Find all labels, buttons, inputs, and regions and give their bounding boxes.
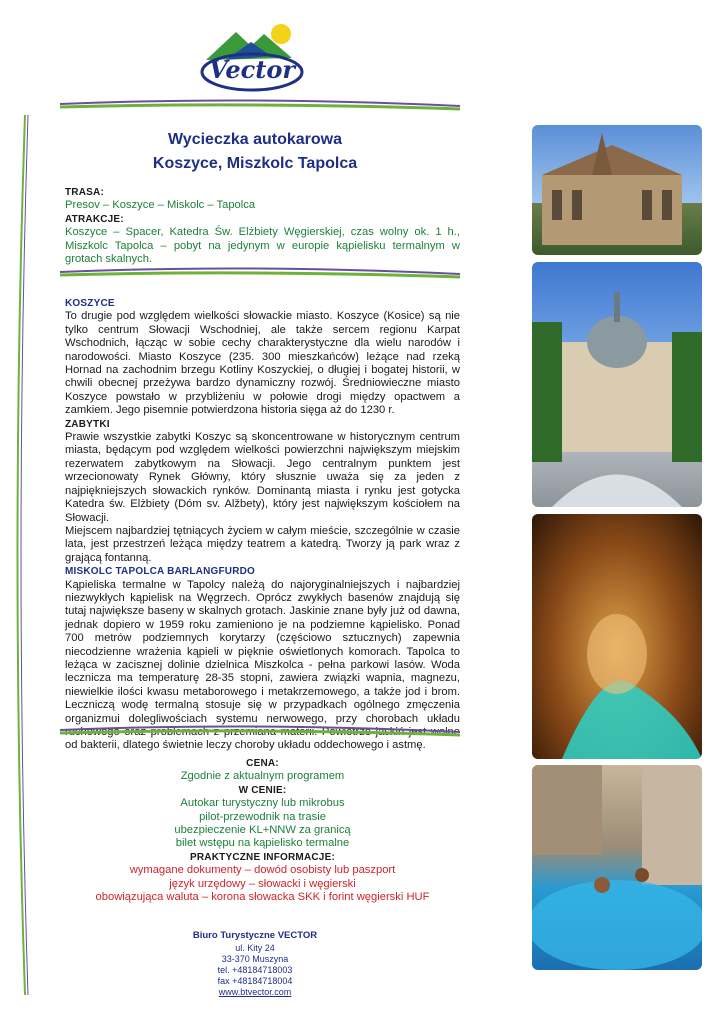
info-item: wymagane dokumenty – dowód osobisty lub paszport (129, 864, 396, 877)
attractions-label: ATRAKCJE: (65, 213, 124, 225)
zabytki-label: ZABYTKI (65, 418, 110, 430)
route-value: Presov – Koszyce – Miskolc – Tapolca (65, 199, 256, 212)
route-section (65, 186, 460, 266)
includes-item: ubezpieczenie KL+NNW za granicą (174, 824, 351, 837)
address-city: 33-370 Muszyna (221, 954, 289, 964)
cena-value: Zgodnie z aktualnym programem (180, 770, 345, 783)
agency-name: Biuro Turystyczne VECTOR (192, 930, 318, 941)
decorative-swoosh (20, 266, 480, 282)
koszyce-section (65, 297, 460, 753)
koszyce-paragraph-1: To drugie pod względem wielkości słowackie miasto. Koszyce (Kosice) są nie tylko centrum Słowacji Wschodniej, ale także sercem regionu Karpat Wschodnich, łącząc w sobie cechy charakterystyczne dla wielu narodów i narodowości. Miasto Koszyce (235. 300 mieszkańców) leżące nad rzeką Hornad na zachodnim brzegu Kotliny Koszyckiej, o długiej i bogatej historii, w chwili obecnej przeżywa bardzo dynamiczny rozwój. Średniowieczne miasto Koszyce powstało w przybliżeniu w połowie drogi między opactwem a zamkiem. Jego pisemnie potwierdzona historia sięga aż do 1230 r. (65, 310, 460, 417)
attractions-text: Koszyce – Spacer, Katedra Św. Elżbiety Węgierskiej, czas wolny ok. 1 h., Miszkolc Tapolca – pobyt na jedynym w europie kąpielisku termalnym w grotach skalnych. (65, 226, 460, 266)
koszyce-paragraph-3: Miejscem najbardziej tętniących życiem w całym mieście, szczególnie w czasie lata, jest przestrzeń leżąca między teatrem a katedrą. Tworzy ją park wraz z grającą fontanną. (65, 524, 460, 564)
info-item: język urzędowy – słowacki i węgierski (169, 877, 356, 890)
info-label: PRAKTYCZNE INFORMACJE: (190, 851, 335, 863)
includes-label: W CENIE: (238, 784, 287, 796)
miskolc-label: MISKOLC TAPOLCA BARLANGFURDO (65, 566, 256, 578)
cathedral-photo (532, 125, 702, 255)
route-label: TRASA: (65, 187, 104, 198)
price-section (60, 757, 465, 904)
koszyce-label: KOSZYCE (65, 298, 115, 309)
cave-bath-photo (532, 514, 702, 759)
website-link[interactable]: www.btvector.com (218, 987, 292, 997)
decorative-swoosh (20, 724, 480, 740)
decorative-swoosh (20, 98, 480, 114)
info-item: obowiązująca waluta – korona słowacka SKK i forint węgierski HUF (95, 891, 430, 904)
koszyce-paragraph-2: Prawie wszystkie zabytki Koszyc są skoncentrowane w historycznym centrum miasta, będącym pod względem wielkości powierzchni największym miejskim rezerwatem zabytkowym na Słowacji. Jego centralnym punktem jest wrzecionowaty Rynek Główny, który słusznie uważa się za jeden z najpiękniejszych słowackich rynków. Dominantą miasta i rynku jest gotycka Katedra św. Elżbiety (Dóm sv. Alžbety), który jest największym kościołem na Słowacji. (65, 431, 460, 524)
includes-item: bilet wstępu na kąpielisko termalne (175, 837, 350, 850)
includes-item: Autokar turystyczny lub mikrobus (180, 797, 345, 810)
title-line-1: Wycieczka autokarowa (167, 131, 342, 148)
address-street: ul. Kity 24 (235, 943, 275, 953)
vector-logo (196, 20, 308, 98)
title-line-2: Koszyce, Miszkolc Tapolca (152, 155, 358, 172)
thermal-pool-photo (532, 765, 702, 970)
fax-number: fax +48184718004 (217, 976, 293, 986)
theatre-fountain-photo (532, 262, 702, 507)
miskolc-paragraph: Kąpieliska termalne w Tapolcy należą do najoryginalniejszych i najbardziej niezwykłych kąpielisk na Węgrzech. Oprócz zwykłych basenów znajdują się tutaj największe baseny w skalnych grotach. Jaskinie znane były już od dawna, jednak dopiero w 1959 roku zamieniono je na podziemne kąpielisko. Ponad 700 metrów podziemnych korytarzy (częściowo sztucznych) zapewnia niecodzienne wrażenia kąpieli w pięknie oświetlonych komorach. Tapolca to leżąca w zacisznej dolinie dzielnica Miszkolca - pełna parkowi lasów. Woda lecznicza ma temperaturę 28-35 stopni, zawiera związki wapnia, magnezu, niewielkie ilości kwasu metaborowego i metakrzemowego, a także jod i brom. Leczniczą wodę termalną stosuje się w przypadkach ogólnego zmęczenia organizmui dolegliwościach systemu nerwowego, przy chorobach układu ruchowego oraz problemach z przemiana materii. Powietrze jaskiń jest wolne od bakterii, dlatego świetnie leczy choroby układu oddechowego i astmę. (65, 578, 460, 752)
svg-text:Vector: Vector (208, 55, 296, 84)
contact-section (60, 930, 450, 998)
page-title (60, 128, 450, 176)
cena-label: CENA: (246, 758, 279, 769)
phone-number: tel. +48184718003 (217, 965, 293, 975)
decorative-side-swoosh (10, 115, 30, 995)
includes-item: pilot-przewodnik na trasie (199, 810, 326, 823)
